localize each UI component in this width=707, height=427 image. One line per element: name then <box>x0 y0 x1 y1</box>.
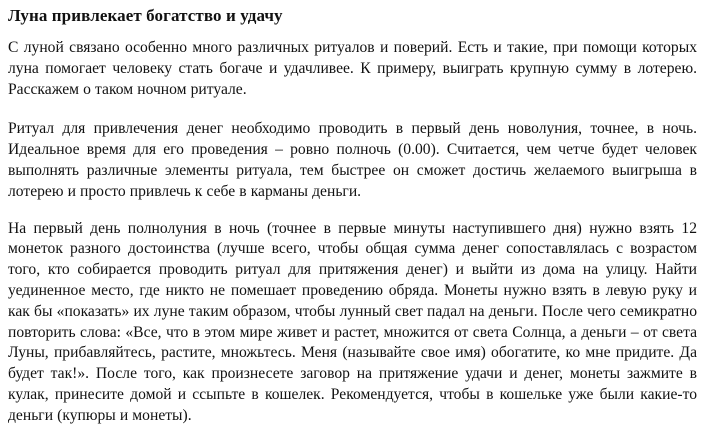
article-paragraph-2: Ритуал для привлечения денег необходимо проводить в первый день новолуния, точнее, в ночь. Идеальное время для его проведения – ровно полночь (0.00). Считается, чем четче будет человек выполнять различные элементы ритуала, тем быстрее он сможет достичь желаемого выигрыша в лотерею и просто привлечь к себе в карманы деньги. <box>8 120 697 200</box>
article-paragraph-3: На первый день полнолуния в ночь (точнее в первые минуты наступившего дня) нужно взять 12 монеток разного достоинства (лучше всего, чтобы общая сумма денег сопоставлялась с возрастом того, кто собирается проводить ритуал для притяжения денег) и выйти из дома на улицу. Найти уединенное место, где никто не помешает проведению обряда. Монеты нужно взять в левую руку и как бы «показать» их луне таким образом, чтобы лунный свет падал на деньги. После чего семикратно повторить слова: «Все, что в этом мире живет и растет, множится от света Солнца, а деньги – от света Луны, прибавляйтесь, растите, множьтесь. Меня (называйте свое имя) обогатите, ко мне придите. Да будет так!». После того, как произнесете заговор на притяжение удачи и денег, монеты зажмите в кулак, принесите домой и ссыпьте в кошелек. Рекомендуется, чтобы в кошельке уже были какие-то деньги (купюры и монеты). <box>8 219 697 424</box>
article-title: Луна привлекает богатство и удачу <box>8 6 283 25</box>
article-paragraph-1: С луной связано особенно много различных ритуалов и поверий. Есть и такие, при помощи которых луна помогает человеку стать богаче и удачливее. К примеру, выиграть крупную сумму в лотерею. Расскажем о таком ночном ритуале. <box>8 39 697 98</box>
